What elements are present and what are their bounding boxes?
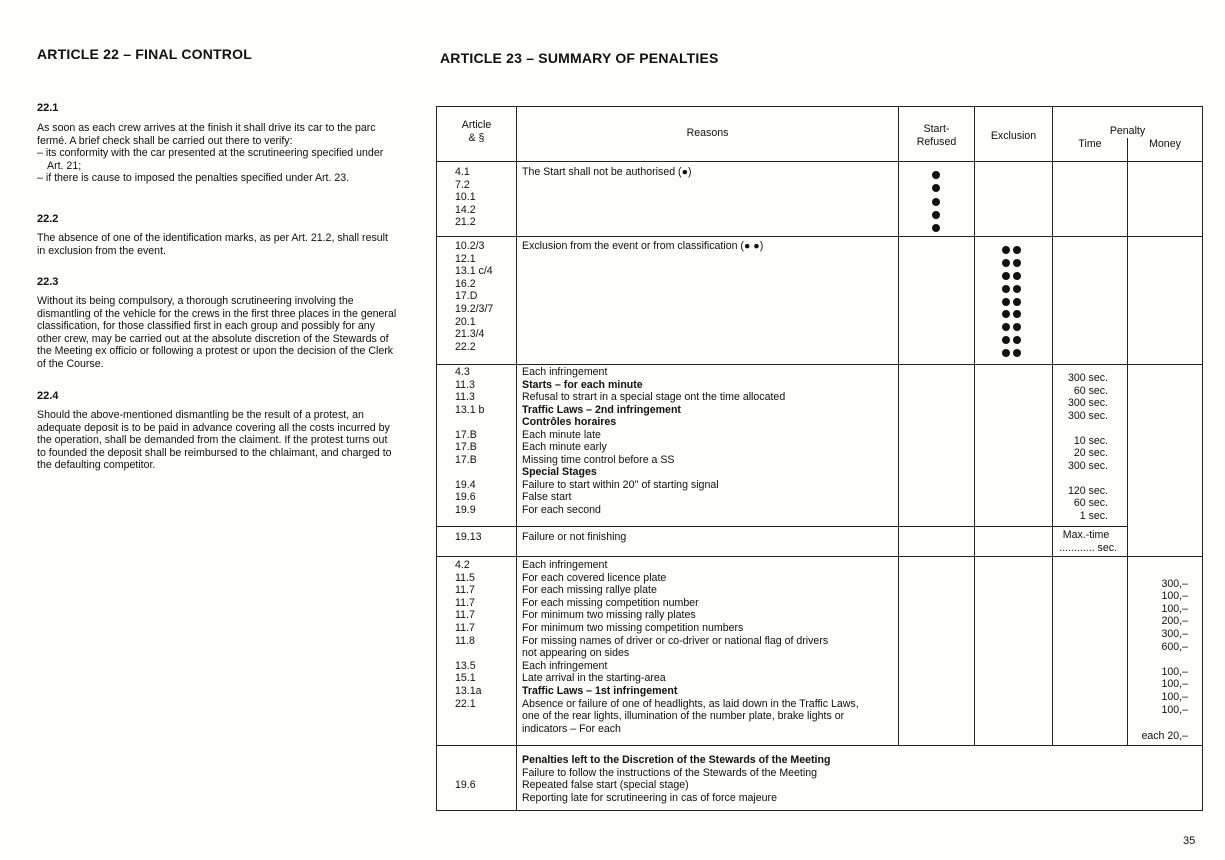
exclusion-dots [1002,246,1021,362]
table-border [436,106,437,811]
article-ref: 13.1 c/4 [455,265,493,278]
article-ref: 19.2/3/7 [455,303,494,315]
reason-text: not appearing on sides [522,647,630,660]
header-article [437,119,516,144]
exclusion-dot-pair [1002,259,1021,267]
exclusion-dot-pair [1002,298,1021,306]
penalty-time: 300 sec. [1067,372,1108,384]
header-start-refused-line: Refused [916,135,957,148]
start-refused-dots [932,171,940,237]
article-ref: 19.6 [455,779,476,792]
start-refused-dot [932,211,940,219]
header-money: Money [1149,138,1181,150]
article-ref: 17.B [455,453,477,466]
row-divider [436,556,1203,557]
article-ref: 11.7 [455,622,475,634]
row-divider [436,526,1128,527]
article-ref: 21.2 [455,216,476,229]
exclusion-dot [1013,246,1021,254]
start-refused-dot [932,198,940,206]
row-divider [436,236,1203,237]
row-divider [436,745,1203,746]
section-22-1-text [37,122,399,185]
penalty-time: 60 sec. [1073,497,1108,509]
exclusion-dot [1013,323,1021,331]
column-divider [898,106,899,745]
row-divider [436,364,1203,365]
article-ref: 11.8 [455,634,475,647]
article-ref: 4.3 [455,366,470,378]
section-22-2-text: The absence of one of the identification marks, as per Art. 21.2, shall result in exclusion from the event. [37,232,388,257]
reason-text: False start [522,491,572,503]
penalty-money: each 20,– [1141,730,1188,742]
article-ref: 17.B [455,441,477,453]
penalty-money: 200,– [1161,615,1188,628]
article-ref: 11.3 [455,378,475,391]
column-divider [516,106,517,811]
penalty-money: 300,– [1161,577,1188,590]
article-ref: 15.1 [455,672,476,685]
article-ref: 11.7 [455,584,475,597]
article-ref: 10.2/3 [455,240,485,252]
penalty-time: 300 sec. [1067,409,1108,422]
reason-text: Starts – for each minute [522,378,643,391]
article-ref: 16.2 [455,277,476,290]
header-start-refused-line: Start- [923,123,950,135]
article-ref: 7.2 [455,178,470,191]
article-ref: 22.1 [455,697,476,710]
reason-text: Late arrival in the starting-area [522,672,666,685]
exclusion-dot [1013,298,1021,306]
start-refused-dot [932,184,940,192]
exclusion-dot-pair [1002,336,1021,344]
reason-text: Each minute early [522,441,607,453]
article-ref: 13.1a [455,685,482,697]
penalty-money: 100,– [1161,703,1188,716]
article-23-title: ARTICLE 23 – SUMMARY OF PENALTIES [440,50,719,66]
exclusion-dot [1002,336,1010,344]
penalty-time: 120 sec. [1067,484,1108,497]
article-ref: 11.3 [455,391,475,403]
exclusion-dot-pair [1002,310,1021,318]
exclusion-dot-pair [1002,323,1021,331]
article-ref: 19.6 [455,491,476,503]
section-22-3-number: 22.3 [37,276,59,288]
table-border [436,810,1203,811]
exclusion-dot [1013,349,1021,357]
reason-text: For each covered licence plate [522,571,667,584]
article-ref: 20.1 [455,315,476,328]
section-22-1-list-item: – its conformity with the car presented at the scrutineering specified under Art. 21; [37,147,384,172]
reason-text: Traffic Laws – 1st infringement [522,685,678,697]
penalty-money: 100,– [1161,665,1188,678]
article-ref: 13.5 [455,659,476,672]
header-penalty: Penalty [1109,125,1146,137]
table-border [1202,106,1203,811]
exclusion-dot-pair [1002,272,1021,280]
penalty-money: 100,– [1161,691,1188,703]
article-ref: 11.7 [455,609,475,622]
penalty-time: ............ sec. [1059,541,1117,554]
reason-text: Failure to follow the instructions of the Stewards of the Meeting [522,766,818,779]
section-22-2-number: 22.2 [37,213,59,225]
reason-text: Special Stages [522,466,597,478]
penalty-time: Max.-time [1062,529,1110,541]
header-exclusion: Exclusion [990,130,1037,142]
column-divider [1052,106,1053,745]
reason-text: Failure to start within 20'' of starting signal [522,478,719,491]
article-ref: 12.1 [455,252,476,265]
exclusion-dot [1013,259,1021,267]
reason-text: For minimum two missing competition numbers [522,622,744,634]
reason-text: Each minute late [522,428,601,441]
penalty-time: 1 sec. [1079,509,1108,522]
exclusion-dot-pair [1002,349,1021,357]
page-number: 35 [1183,835,1196,847]
penalty-time: 60 sec. [1073,384,1108,397]
exclusion-dot [1013,310,1021,318]
article-ref: 17.D [455,290,478,303]
exclusion-dot [1002,298,1010,306]
article-ref: 19.13 [455,531,482,543]
section-22-4-text: Should the above-mentioned dismantling be the result of a protest, an adequate deposit is to be paid in advance covering all the costs incurred by the operation, shall be demanded from the claiment. If the protest turns out to founded the deposit shall be reimbursed to the chlaimant, and charged to the defaulting competitor. [37,409,392,472]
reason-text: Each infringement [522,559,608,571]
penalty-money: 600,– [1161,640,1188,653]
exclusion-dot [1002,323,1010,331]
penalty-money: 100,– [1161,602,1188,615]
exclusion-dot [1002,285,1010,293]
article-ref: 4.2 [455,559,470,571]
penalty-money: 100,– [1161,678,1188,691]
reason-text: Missing time control before a SS [522,453,675,466]
header-start-refused [899,123,974,148]
reason-text: For missing names of driver or co-driver or national flag of drivers [522,634,829,647]
start-refused-dot [932,171,940,179]
exclusion-dot [1002,272,1010,280]
article-ref: 14.2 [455,203,476,216]
reason-text: Repeated false start (special stage) [522,779,689,792]
reason-text: Failure or not finishing [522,531,627,543]
reason-text: The Start shall not be authorised (●) [522,166,692,178]
exclusion-dot [1013,272,1021,280]
penalty-time: 10 sec. [1073,434,1108,447]
penalty-money: 300,– [1161,628,1188,640]
section-22-1-number: 22.1 [37,102,59,114]
article-ref: 13.1 b [455,403,485,416]
article-ref: 21.3/4 [455,328,485,341]
penalty-time: 300 sec. [1067,397,1108,409]
exclusion-dot [1002,246,1010,254]
article-ref: 19.9 [455,503,476,516]
penalty-time: 20 sec. [1073,447,1108,459]
column-divider [974,106,975,745]
reason-text: For each second [522,503,601,516]
reason-text: Each infringement [522,366,608,378]
reason-text: For each missing competition number [522,596,699,609]
reason-text: For minimum two missing rally plates [522,609,696,622]
article-ref: 4.1 [455,166,470,178]
header-reasons: Reasons [686,127,729,139]
table-border [436,106,1203,107]
reason-text: For each missing rallye plate [522,584,657,597]
header-article-line: Article [461,119,492,131]
column-divider [1127,138,1128,745]
section-22-1-list-item: – if there is cause to imposed the penalties specified under Art. 23. [37,172,350,185]
exclusion-dot [1002,259,1010,267]
reason-text: Contrôles horaires [522,416,617,428]
exclusion-dot [1013,285,1021,293]
reason-text: indicators – For each [522,722,621,735]
article-22-title: ARTICLE 22 – FINAL CONTROL [37,46,252,62]
section-22-3-text: Without its being compulsory, a thorough scrutineering involving the dismantling of the vehicle for the crews in the first three places in the general classification, for those classified first in each group and possibly for any other crew, may be carried out at the absolute discretion of the Stewards of the Meeting ex officio or following a protest or upon the decision of the Clerk of the Course. [37,295,397,370]
reason-text: Penalties left to the Discretion of the Stewards of the Meeting [522,754,831,766]
start-refused-dot [932,224,940,232]
exclusion-dot [1002,310,1010,318]
reason-text: Reporting late for scrutineering in cas of force majeure [522,792,777,805]
article-ref: 17.B [455,428,477,441]
penalty-time: 300 sec. [1067,459,1108,472]
article-ref: 11.5 [455,571,475,584]
penalty-money: 100,– [1161,590,1188,603]
reason-text: Each infringement [522,659,608,672]
article-ref: 11.7 [455,596,475,609]
reason-text: Traffic Laws – 2nd infringement [522,403,681,416]
section-22-1-body: As soon as each crew arrives at the finish it shall drive its car to the parc fermé. A brief check shall be carried out there to verify: [37,122,376,147]
header-article-line: & § [468,131,485,144]
exclusion-dot-pair [1002,285,1021,293]
article-ref: 19.4 [455,478,476,491]
exclusion-dot [1013,336,1021,344]
reason-text: one of the rear lights, illumination of the number plate, brake lights or [522,710,845,723]
reason-text: Absence or failure of one of headlights, as laid down in the Traffic Laws, [522,697,859,710]
article-ref: 22.2 [455,340,476,353]
reason-text: Exclusion from the event or from classification (● ●) [522,240,764,252]
row-divider [436,161,1203,162]
article-ref: 10.1 [455,191,476,204]
exclusion-dot-pair [1002,246,1021,254]
section-22-4-number: 22.4 [37,390,59,402]
exclusion-dot [1002,349,1010,357]
reason-text: Refusal to strart in a special stage ont the time allocated [522,391,786,403]
header-time: Time [1078,138,1102,150]
